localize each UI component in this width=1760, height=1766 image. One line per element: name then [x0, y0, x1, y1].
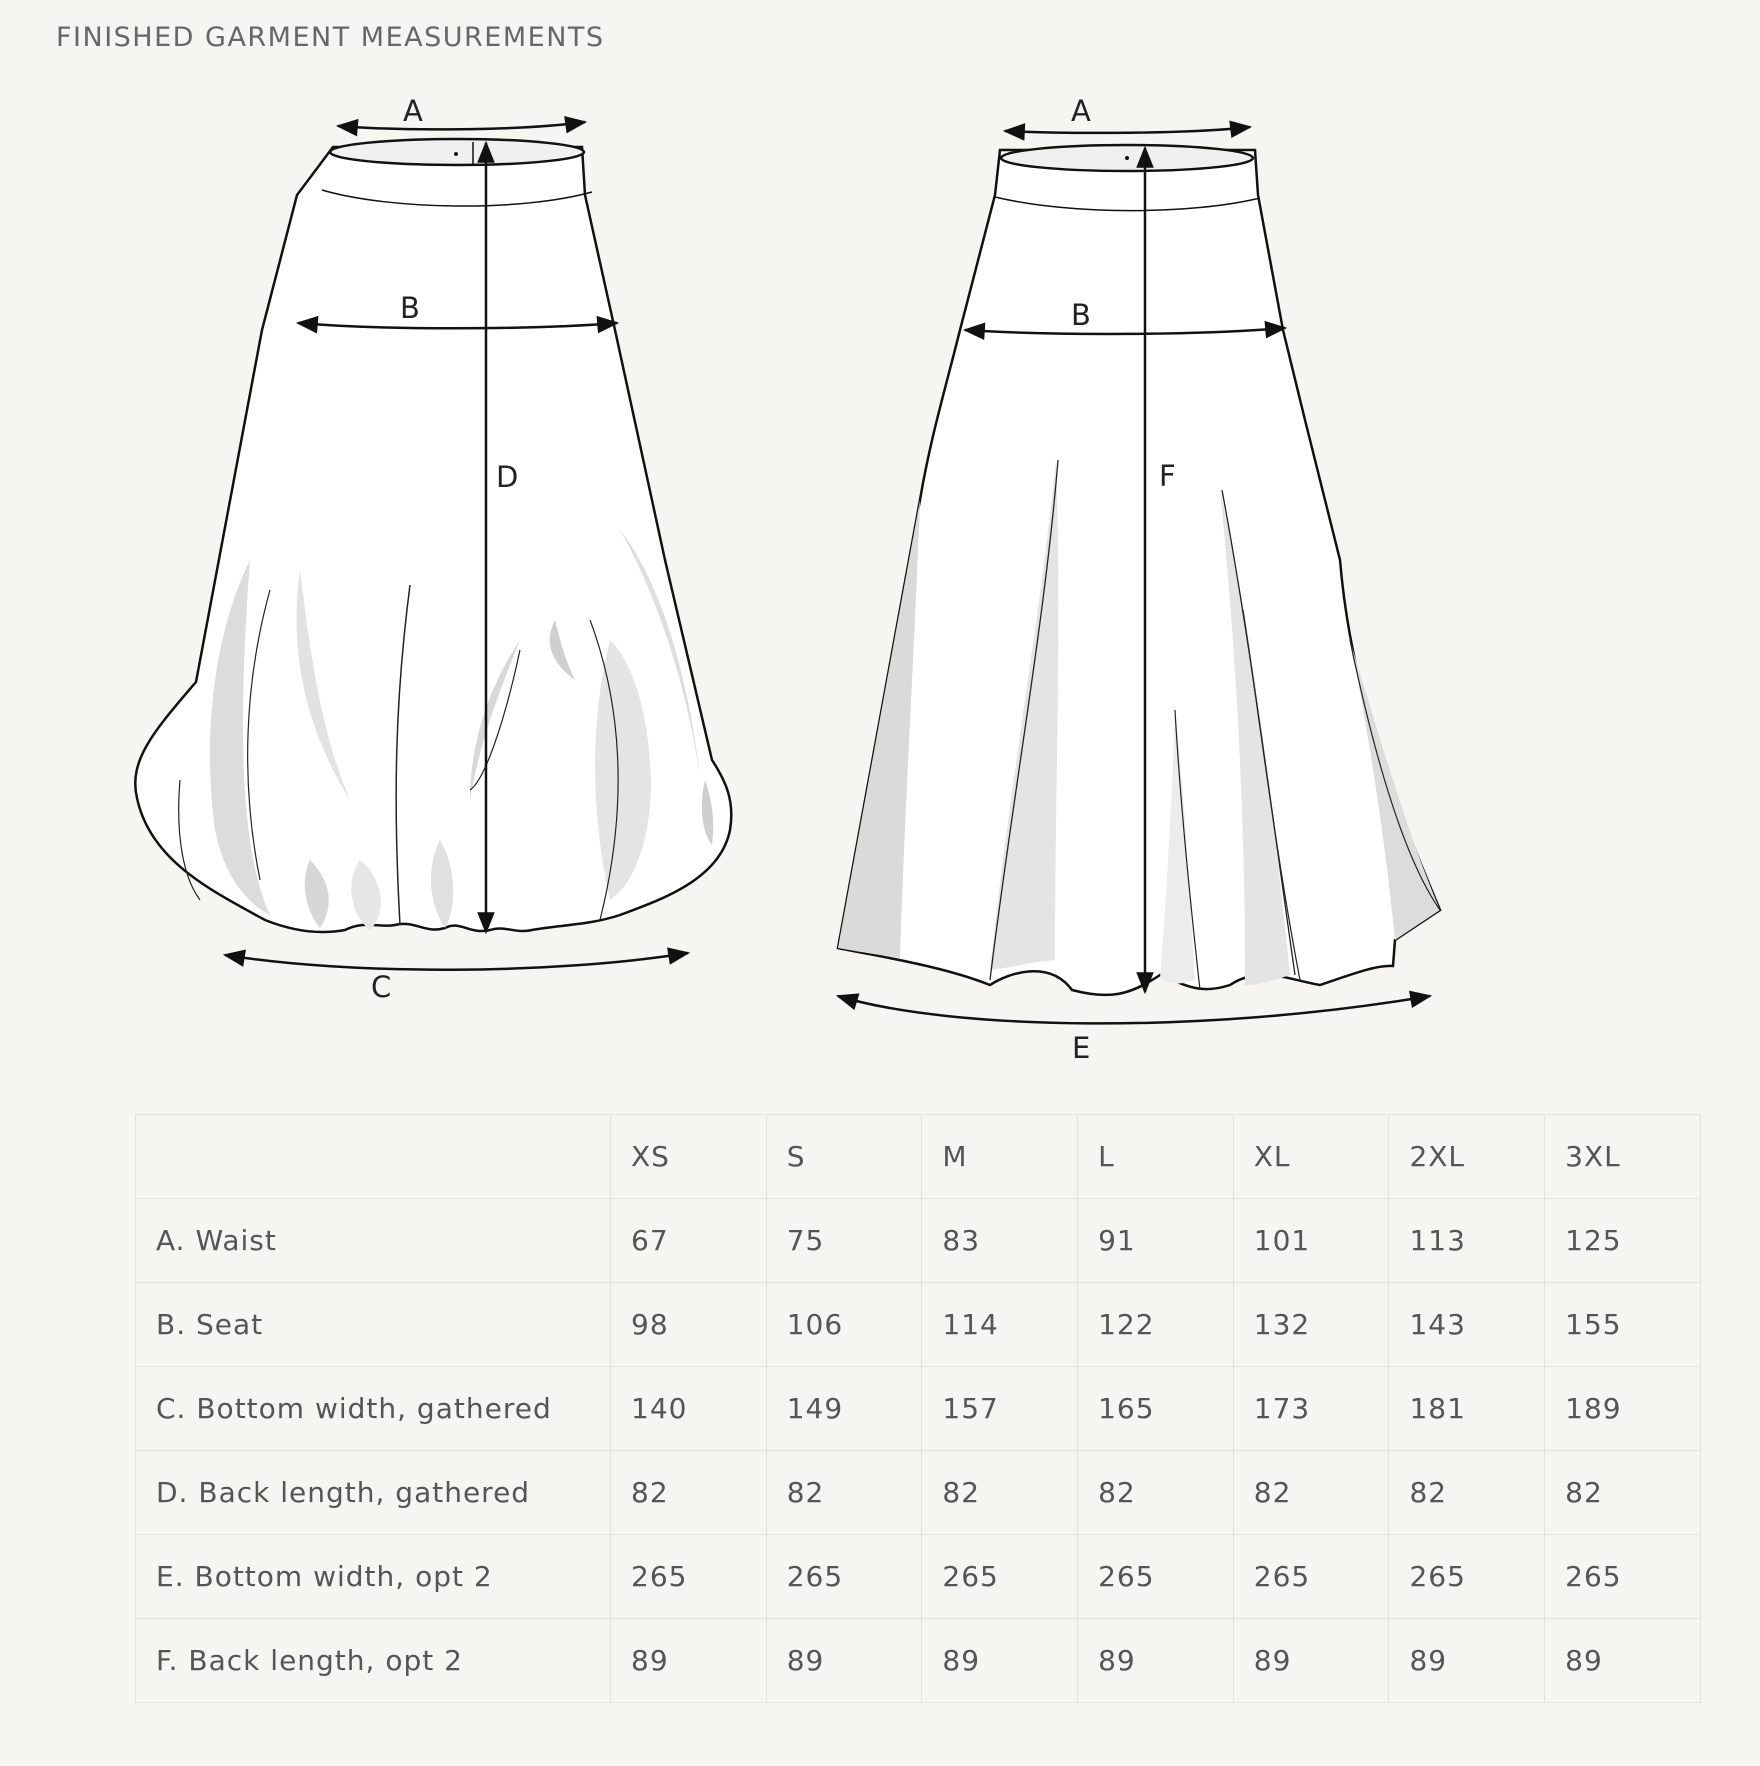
size-header-2xl: 2XL: [1389, 1115, 1545, 1199]
table-cell: 173: [1233, 1367, 1389, 1451]
table-cell: 67: [611, 1199, 767, 1283]
table-cell: 122: [1078, 1283, 1234, 1367]
table-cell: 82: [922, 1451, 1078, 1535]
table-cell: 89: [1233, 1619, 1389, 1703]
table-cell: 91: [1078, 1199, 1234, 1283]
table-cell: 82: [611, 1451, 767, 1535]
table-cell: 101: [1233, 1199, 1389, 1283]
size-header-s: S: [766, 1115, 922, 1199]
table-cell: 140: [611, 1367, 767, 1451]
table-cell: 82: [1233, 1451, 1389, 1535]
table-header-row: [136, 1115, 1701, 1199]
table-cell: 265: [922, 1535, 1078, 1619]
row-label: A. Waist: [136, 1199, 611, 1283]
table-cell: 89: [1545, 1619, 1701, 1703]
measure-label-b-right: B: [1071, 298, 1091, 332]
table-row: [136, 1619, 1701, 1703]
table-row: [136, 1283, 1701, 1367]
size-header-l: L: [1078, 1115, 1234, 1199]
table-cell: 265: [611, 1535, 767, 1619]
table-cell: 89: [1389, 1619, 1545, 1703]
table-cell: 165: [1078, 1367, 1234, 1451]
table-cell: 155: [1545, 1283, 1701, 1367]
table-cell: 265: [1078, 1535, 1234, 1619]
table-row: [136, 1535, 1701, 1619]
table-cell: 113: [1389, 1199, 1545, 1283]
page-title: FINISHED GARMENT MEASUREMENTS: [56, 22, 605, 53]
measure-label-e: E: [1072, 1031, 1091, 1065]
size-header-xl: XL: [1233, 1115, 1389, 1199]
measure-label-a-left: A: [403, 94, 423, 128]
row-label: C. Bottom width, gathered: [136, 1367, 611, 1451]
table-cell: 114: [922, 1283, 1078, 1367]
table-cell: 89: [922, 1619, 1078, 1703]
row-label: B. Seat: [136, 1283, 611, 1367]
table-row: [136, 1199, 1701, 1283]
row-label: E. Bottom width, opt 2: [136, 1535, 611, 1619]
table-cell: 82: [1545, 1451, 1701, 1535]
table-cell: 98: [611, 1283, 767, 1367]
table-cell: 181: [1389, 1367, 1545, 1451]
table-cell: 157: [922, 1367, 1078, 1451]
table-cell: 149: [766, 1367, 922, 1451]
table-row: [136, 1451, 1701, 1535]
size-header-xs: XS: [611, 1115, 767, 1199]
table-cell: 82: [1078, 1451, 1234, 1535]
table-cell: 189: [1545, 1367, 1701, 1451]
table-cell: 82: [766, 1451, 922, 1535]
table-cell: 106: [766, 1283, 922, 1367]
table-cell: 89: [766, 1619, 922, 1703]
table-cell: 89: [1078, 1619, 1234, 1703]
table-row: [136, 1367, 1701, 1451]
table-cell: 125: [1545, 1199, 1701, 1283]
measurement-table: [135, 1114, 1701, 1703]
table-cell: 75: [766, 1199, 922, 1283]
table-cell: 265: [1389, 1535, 1545, 1619]
size-header-m: M: [922, 1115, 1078, 1199]
measure-label-d: D: [496, 460, 519, 494]
table-cell: 265: [766, 1535, 922, 1619]
measure-label-b-left: B: [400, 291, 420, 325]
measure-label-c: C: [371, 970, 392, 1004]
table-cell: 83: [922, 1199, 1078, 1283]
table-cell: 82: [1389, 1451, 1545, 1535]
header-blank-cell: [136, 1115, 611, 1199]
table-cell: 265: [1233, 1535, 1389, 1619]
row-label: D. Back length, gathered: [136, 1451, 611, 1535]
measure-label-f: F: [1159, 459, 1176, 493]
table-cell: 265: [1545, 1535, 1701, 1619]
table-cell: 89: [611, 1619, 767, 1703]
table-cell: 132: [1233, 1283, 1389, 1367]
row-label: F. Back length, opt 2: [136, 1619, 611, 1703]
measure-label-a-right: A: [1071, 94, 1091, 128]
skirt-flared-drawing: [838, 94, 1440, 1065]
table-cell: 143: [1389, 1283, 1545, 1367]
skirt-gathered-drawing: [135, 94, 731, 1004]
size-header-3xl: 3XL: [1545, 1115, 1701, 1199]
